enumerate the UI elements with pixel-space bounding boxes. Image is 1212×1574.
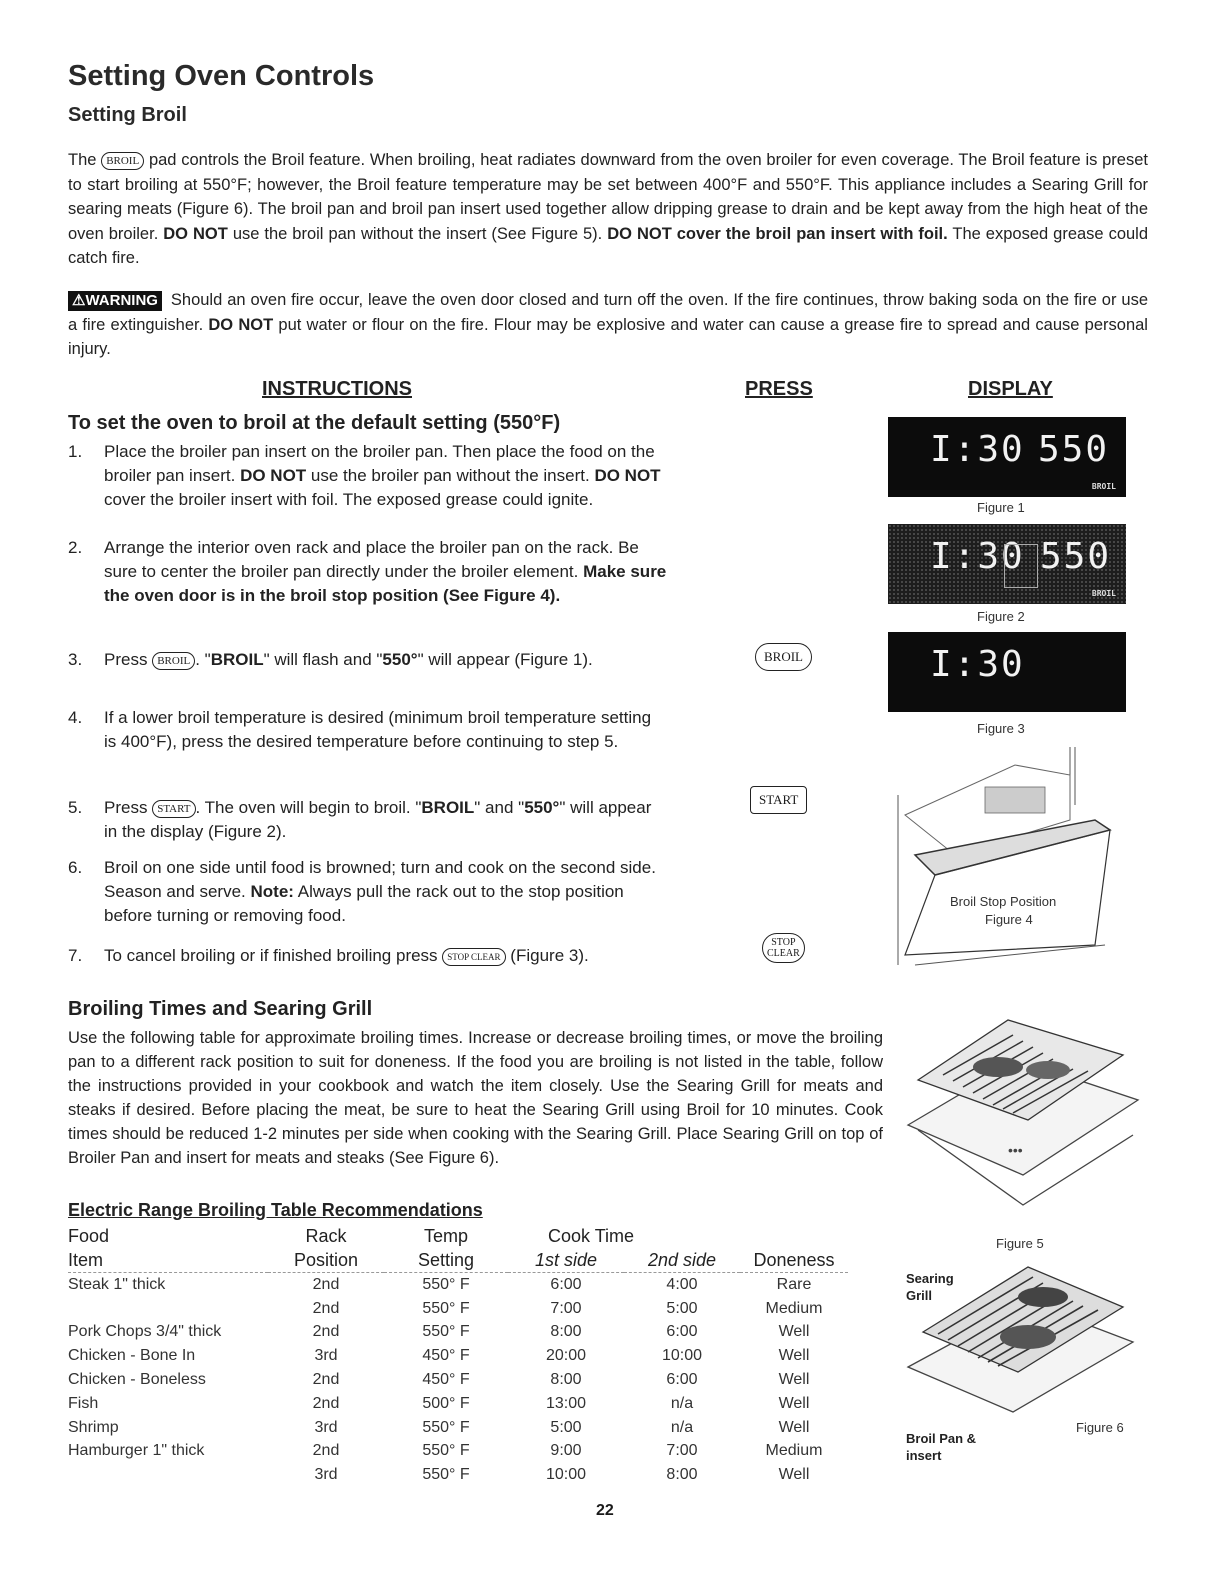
step-text: To cancel broiling or if finished broiling press STOP CLEAR (Figure 3). bbox=[104, 946, 589, 965]
cell-doneness: Well bbox=[778, 1394, 810, 1412]
cell-doneness: Well bbox=[778, 1323, 810, 1341]
display-figure-2 bbox=[888, 524, 1126, 604]
warning-label: WARNING bbox=[85, 292, 158, 309]
step-5 bbox=[68, 796, 668, 844]
broil-button[interactable]: BROIL bbox=[755, 643, 812, 671]
figure-3-caption: Figure 3 bbox=[977, 721, 1025, 736]
cell-food: Fish bbox=[68, 1394, 99, 1412]
header-setting: Setting bbox=[417, 1249, 475, 1270]
table-title: Electric Range Broiling Table Recommendations bbox=[68, 1200, 483, 1220]
figure-4-label: Broil Stop Position bbox=[950, 894, 1057, 909]
cell-1st-side: 7:00 bbox=[550, 1299, 582, 1317]
step-text: Place the broiler pan insert on the broiler pan. Then place the food on the broiler pan insert. DO NOT use the broiler pan without the insert. DO NOT cover the broiler insert with foil. The exposed grease could ignite. bbox=[104, 442, 661, 509]
cell-rack: 2nd bbox=[312, 1394, 340, 1412]
broil-pad-icon: BROIL bbox=[101, 152, 144, 170]
searing-grill-label: Searing Grill bbox=[906, 1271, 954, 1303]
cell-doneness: Medium bbox=[765, 1299, 823, 1317]
warning-text: Should an oven fire occur, leave the oven door closed and turn off the oven. If the fire continues, throw baking soda on the fire or use a fire extinguisher. bbox=[68, 291, 1149, 334]
step-number: 2. bbox=[68, 538, 83, 557]
table-row bbox=[68, 1273, 848, 1297]
cell-1st-side: 9:00 bbox=[550, 1442, 582, 1460]
cell-2nd-side: 6:00 bbox=[666, 1371, 698, 1389]
warning-text: put water or flour on the fire. Flour may be explosive and water can cause a grease fire to spread and cause personal injury. bbox=[68, 315, 1148, 358]
broil-pad-icon: BROIL bbox=[152, 652, 195, 670]
step-number: 3. bbox=[68, 650, 83, 669]
figure-1-caption: Figure 1 bbox=[977, 500, 1025, 515]
step-number: 1. bbox=[68, 442, 83, 461]
cell-2nd-side: 7:00 bbox=[666, 1442, 698, 1460]
cell-temp: 550° F bbox=[422, 1418, 470, 1436]
intro-bold: DO NOT cover the broil pan insert with foil. bbox=[607, 224, 948, 243]
display-figure-1 bbox=[888, 417, 1126, 497]
stop-clear-button[interactable] bbox=[762, 933, 805, 963]
step-3 bbox=[68, 648, 668, 672]
table-row bbox=[68, 1416, 848, 1440]
cell-doneness: Rare bbox=[776, 1275, 812, 1293]
header-item: Item bbox=[68, 1249, 104, 1270]
cell-rack: 2nd bbox=[312, 1323, 340, 1341]
header-rack: Rack bbox=[305, 1225, 347, 1246]
display-flash-box bbox=[1004, 544, 1038, 588]
header-1st-side: 1st side bbox=[534, 1249, 598, 1270]
display-temp: 550 bbox=[1040, 536, 1112, 577]
step-number: 7. bbox=[68, 946, 83, 965]
cell-food: Pork Chops 3/4" thick bbox=[68, 1323, 222, 1341]
display-broil-tag: BROIL bbox=[1091, 589, 1116, 598]
cell-temp: 450° F bbox=[422, 1347, 470, 1365]
intro-text: pad controls the Broil feature. When broiling, heat radiates downward from the oven broiler for even coverage. The Broil feature is preset to start broiling at 550°F; however, the Broil feature temperature may be set between 400°F and 550°F. This appliance includes a Searing Grill for searing meats (Figure 6). The broil pan and broil pan insert used together allow dripping grease to drain and be kept away from the high heat of the oven broiler. bbox=[68, 151, 1148, 243]
broil-pan-label: Broil Pan & insert bbox=[906, 1431, 977, 1463]
svg-text:•••: ••• bbox=[1008, 1142, 1023, 1158]
broiling-times-heading: Broiling Times and Searing Grill bbox=[68, 998, 373, 1020]
intro-text: use the broil pan without the insert (See Figure 5). bbox=[232, 224, 603, 243]
cell-temp: 550° F bbox=[422, 1299, 470, 1317]
cell-food bbox=[68, 1297, 268, 1321]
cell-temp: 500° F bbox=[422, 1394, 470, 1412]
broil-pan-illustration bbox=[898, 1005, 1143, 1230]
step-4 bbox=[68, 706, 668, 754]
warning-triangle-icon: ⚠ bbox=[72, 292, 86, 309]
cell-rack: 3rd bbox=[314, 1466, 338, 1484]
cell-doneness: Well bbox=[778, 1347, 810, 1365]
cell-food bbox=[68, 1463, 268, 1487]
display-broil-tag: BROIL bbox=[1091, 482, 1116, 491]
oven-door-illustration bbox=[895, 745, 1135, 970]
cell-doneness: Well bbox=[778, 1466, 810, 1484]
table-row bbox=[68, 1463, 848, 1487]
cell-rack: 2nd bbox=[312, 1442, 340, 1460]
section-subtitle: Setting Broil bbox=[68, 104, 187, 126]
cell-rack: 2nd bbox=[312, 1299, 340, 1317]
display-time: I:30 bbox=[930, 429, 1025, 470]
header-doneness: Doneness bbox=[753, 1249, 835, 1270]
step-1 bbox=[68, 440, 668, 512]
table-row bbox=[68, 1440, 848, 1464]
cell-temp: 550° F bbox=[422, 1466, 470, 1484]
cell-food: Chicken - Boneless bbox=[68, 1371, 206, 1389]
cell-doneness: Well bbox=[778, 1418, 810, 1436]
table-row bbox=[68, 1321, 848, 1345]
start-pad-icon: START bbox=[152, 800, 195, 818]
step-text: Broil on one side until food is browned; turn and cook on the second side. Season and serve. Note: Always pull the rack out to the stop position before turning or removing food. bbox=[104, 858, 656, 925]
step-7 bbox=[68, 944, 668, 968]
cell-2nd-side: 4:00 bbox=[666, 1275, 698, 1293]
intro-text: The bbox=[68, 151, 97, 169]
intro-text: The exposed grease could catch fire. bbox=[68, 224, 1149, 267]
warning-paragraph bbox=[68, 288, 1148, 362]
step-text: Arrange the interior oven rack and place the broiler pan on the rack. Be sure to center the broiler pan directly under the broiler element. Make sure the oven door is in the broil stop position (See Figure 4). bbox=[104, 538, 667, 605]
table-row bbox=[68, 1297, 848, 1321]
instructions-heading: INSTRUCTIONS bbox=[262, 378, 412, 400]
intro-bold: DO NOT bbox=[163, 224, 228, 243]
cell-temp: 450° F bbox=[422, 1371, 470, 1389]
header-position: Position bbox=[293, 1249, 359, 1270]
step-number: 4. bbox=[68, 708, 83, 727]
cell-food: Chicken - Bone In bbox=[68, 1347, 196, 1365]
cell-temp: 550° F bbox=[422, 1442, 470, 1460]
cell-2nd-side: 5:00 bbox=[666, 1299, 698, 1317]
step-2 bbox=[68, 536, 668, 608]
figure-4-caption: Figure 4 bbox=[985, 912, 1033, 927]
table-row bbox=[68, 1368, 848, 1392]
cell-doneness: Medium bbox=[765, 1442, 823, 1460]
broiling-table bbox=[68, 1224, 848, 1487]
figure-5-caption: Figure 5 bbox=[996, 1236, 1044, 1251]
figure-6-caption: Figure 6 bbox=[1076, 1420, 1124, 1435]
intro-paragraph bbox=[68, 148, 1148, 271]
cell-2nd-side: n/a bbox=[670, 1418, 694, 1436]
cell-1st-side: 8:00 bbox=[550, 1323, 582, 1341]
header-2nd-side: 2nd side bbox=[647, 1249, 717, 1270]
cell-2nd-side: n/a bbox=[670, 1394, 694, 1412]
page-title: Setting Oven Controls bbox=[68, 60, 375, 92]
press-heading: PRESS bbox=[745, 378, 813, 400]
display-heading: DISPLAY bbox=[968, 378, 1053, 400]
cell-1st-side: 10:00 bbox=[545, 1466, 587, 1484]
warning-badge bbox=[68, 291, 162, 311]
cell-doneness: Well bbox=[778, 1371, 810, 1389]
display-time: I:30 bbox=[930, 644, 1025, 685]
cell-2nd-side: 8:00 bbox=[666, 1466, 698, 1484]
page-number: 22 bbox=[596, 1502, 614, 1519]
table-row bbox=[68, 1344, 848, 1368]
cell-food: Hamburger 1" thick bbox=[68, 1442, 205, 1460]
cell-rack: 3rd bbox=[314, 1347, 338, 1365]
step-6 bbox=[68, 856, 668, 928]
cell-2nd-side: 6:00 bbox=[666, 1323, 698, 1341]
table-row bbox=[68, 1392, 848, 1416]
header-temp: Temp bbox=[423, 1225, 468, 1246]
procedure-heading: To set the oven to broil at the default setting (550°F) bbox=[68, 412, 561, 434]
header-cook-time: Cook Time bbox=[548, 1225, 635, 1246]
cell-2nd-side: 10:00 bbox=[661, 1347, 703, 1365]
cell-food: Shrimp bbox=[68, 1418, 119, 1436]
display-figure-3 bbox=[888, 632, 1126, 712]
cell-food: Steak 1" thick bbox=[68, 1275, 166, 1293]
cell-rack: 2nd bbox=[312, 1275, 340, 1293]
step-text: Press BROIL . "BROIL" will flash and "550°" will appear (Figure 1). bbox=[104, 650, 593, 669]
cell-temp: 550° F bbox=[422, 1275, 470, 1293]
cell-rack: 2nd bbox=[312, 1371, 340, 1389]
table-header-row bbox=[68, 1224, 848, 1248]
step-text: If a lower broil temperature is desired (minimum broil temperature setting is 400°F), press the desired temperature before continuing to step 5. bbox=[104, 708, 652, 751]
stop-label: STOP bbox=[771, 937, 796, 948]
broiling-times-paragraph: Use the following table for approximate broiling times. Increase or decrease broiling times, or move the broiling pan to a different rack position to suit for doneness. If the food you are broiling is not listed in the table, follow the instructions provided in your cookbook and watch the item closely. Use the Searing Grill for meats and steaks if desired. Before placing the meat, be sure to heat the Searing Grill using Broil for 10 minutes. Cook times should be reduced 1-2 minutes per side when cooking with the Searing Grill. Place Searing Grill on top of Broiler Pan and insert for meats and steaks (See Figure 6). bbox=[68, 1029, 883, 1167]
table-header-row bbox=[68, 1248, 848, 1273]
cell-rack: 3rd bbox=[314, 1418, 338, 1436]
cell-1st-side: 13:00 bbox=[545, 1394, 587, 1412]
cell-1st-side: 5:00 bbox=[550, 1418, 582, 1436]
display-temp: 550 bbox=[1038, 429, 1110, 470]
display-time: I:30 bbox=[930, 536, 1025, 577]
cell-1st-side: 8:00 bbox=[550, 1371, 582, 1389]
step-text: Press START . The oven will begin to broil. "BROIL" and "550°" will appear in the display (Figure 2). bbox=[104, 798, 652, 841]
start-button[interactable]: START bbox=[750, 786, 807, 814]
cell-temp: 550° F bbox=[422, 1323, 470, 1341]
clear-label: CLEAR bbox=[767, 948, 800, 959]
header-food: Food bbox=[68, 1225, 110, 1246]
cell-1st-side: 20:00 bbox=[545, 1347, 587, 1365]
figure-2-caption: Figure 2 bbox=[977, 609, 1025, 624]
step-number: 5. bbox=[68, 798, 83, 817]
cell-1st-side: 6:00 bbox=[550, 1275, 582, 1293]
stop-clear-pad-icon: STOP CLEAR bbox=[442, 948, 505, 966]
warning-bold: DO NOT bbox=[208, 315, 274, 334]
step-number: 6. bbox=[68, 858, 83, 877]
